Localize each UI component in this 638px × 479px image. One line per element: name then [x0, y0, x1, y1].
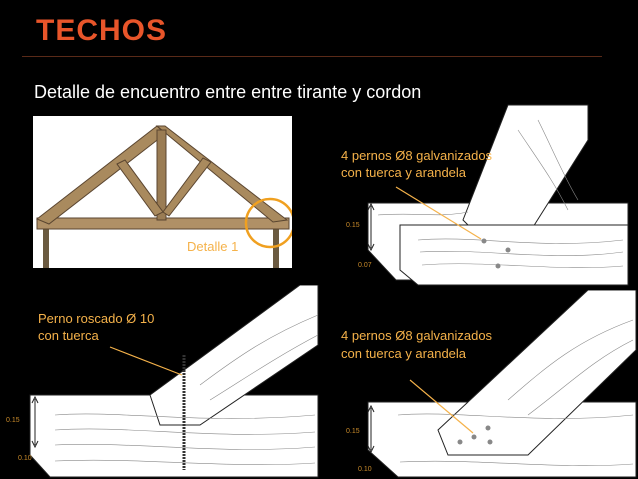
dim-width-label: 0.10 — [18, 455, 32, 462]
detail-bottom-right-drawing — [338, 290, 638, 479]
dim-height-label: 0.15 — [346, 428, 360, 435]
dim-height-label: 0.15 — [6, 417, 20, 424]
detail-1-label: Detalle 1 — [187, 239, 239, 254]
truss-overview-image — [33, 116, 292, 268]
dim-width-label: 0.07 — [358, 262, 372, 269]
dim-width-label: 0.10 — [358, 466, 372, 473]
page-subtitle: Detalle de encuentro entre entre tirante y cordon — [34, 82, 422, 102]
bolts-callout-bottom-line2: con tuerca y arandela — [341, 346, 467, 361]
title-divider — [22, 56, 602, 57]
threaded-bolt-callout-line1: Perno roscado Ø 10 — [38, 311, 155, 326]
dim-height-label: 0.15 — [346, 222, 360, 229]
detail-top-right-drawing — [338, 100, 638, 290]
bolts-callout-bottom-line1: 4 pernos Ø8 galvanizados — [341, 328, 493, 343]
page-title: TECHOS — [36, 14, 168, 47]
bolts-callout-top-line2: con tuerca y arandela — [341, 165, 467, 180]
detail-bottom-left-drawing — [0, 285, 320, 479]
bolts-callout-top-line1: 4 pernos Ø8 galvanizados — [341, 148, 493, 163]
threaded-bolt-callout-line2: con tuerca — [38, 328, 99, 343]
